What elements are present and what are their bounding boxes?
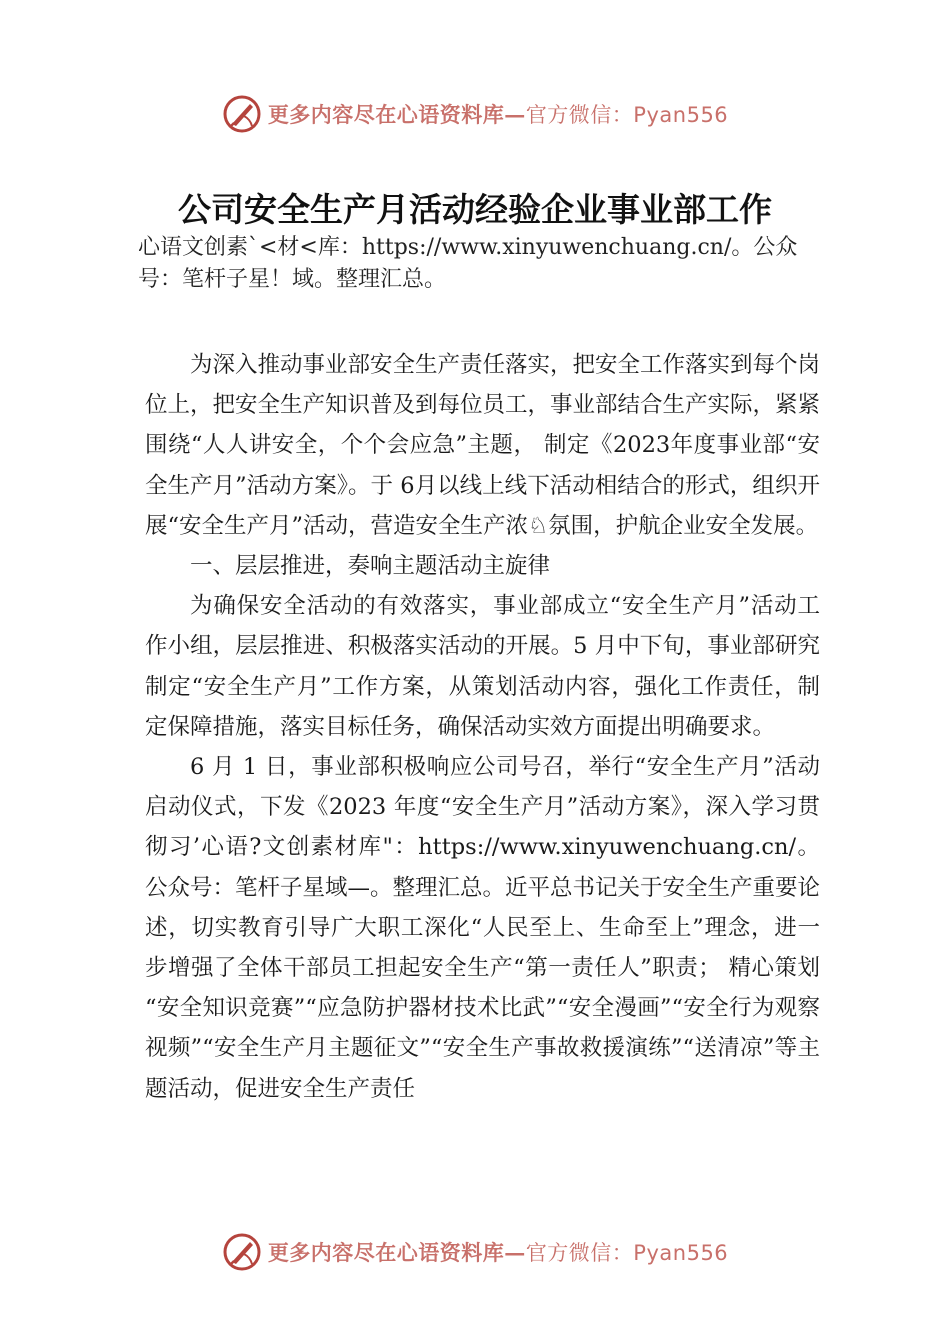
paragraph-intro: 为深入推动事业部安全生产责任落实，把安全工作落实到每个岗位上，把安全生产知识普及到每位员工，事业部结合生产实际，紧紧围绕“人人讲安全，个个会应急”主题， 制定《2023年度事业部“安全生产月”活动方案》。于 6月以线上线下活动相结合的形式，组织开展“安全生产月”活动，营造安全生产浓♘氛围，护航企业安全发展。 [145,352,821,539]
footer-banner [0,1230,950,1274]
banner-main-text: 更多内容尽在心语资料库— [267,102,526,127]
document-body [145,345,820,1109]
banner-text [268,1237,728,1267]
header-banner [0,92,950,136]
banner-text [268,99,728,129]
banner-wechat-text: 官方微信：Pyan556 [525,1241,729,1265]
banner-wechat-text: 官方微信：Pyan556 [525,103,729,127]
section-heading-1: 一、层层推进，奏响主题活动主旋律 [190,553,551,580]
paragraph-2: 为确保安全活动的有效落实，事业部成立“安全生产月”活动工作小组，层层推进、积极落实活动的开展。5 月中下旬，事业部研究制定“安全生产月”工作方案，从策划活动内容，强化工作责任，制定保障措施，落实目标任务，确保活动实效方面提出明确要求。 [145,593,820,740]
source-line: 心语文创素`<材<库：https://www.xinyuwenchuang.cn/。公众号：笔杆子星！域。整理汇总。 [138,235,798,292]
quill-logo-icon [222,1232,262,1272]
paragraph-3: 6 月 1 日，事业部积极响应公司号召，举行“安全生产月”活动启动仪式，下发《2023 年度“安全生产月”活动方案》，深入学习贯彻习’心语?文创素材库"：https://www.xinyuwenchuang.cn/。公众号：笔杆子星域—。整理汇总。近平总书记关于安全生产重要论述，切实教育引导广大职工深化“人民至上、生命至上”理念，进一步增强了全体干部员工担起安全生产“第一责任人”职责； 精心策划 “安全知识竞赛”“应急防护器材技术比武”“安全漫画”“安全行为观察视频”“安全生产月主题征文”“安全生产事故救援演练”“送清凉”等主题活动，促进安全生产责任 [145,754,821,1102]
quill-logo-icon [222,94,262,134]
document-title: 公司安全生产月活动经验企业事业部工作 [178,190,772,229]
banner-main-text: 更多内容尽在心语资料库— [267,1240,526,1265]
